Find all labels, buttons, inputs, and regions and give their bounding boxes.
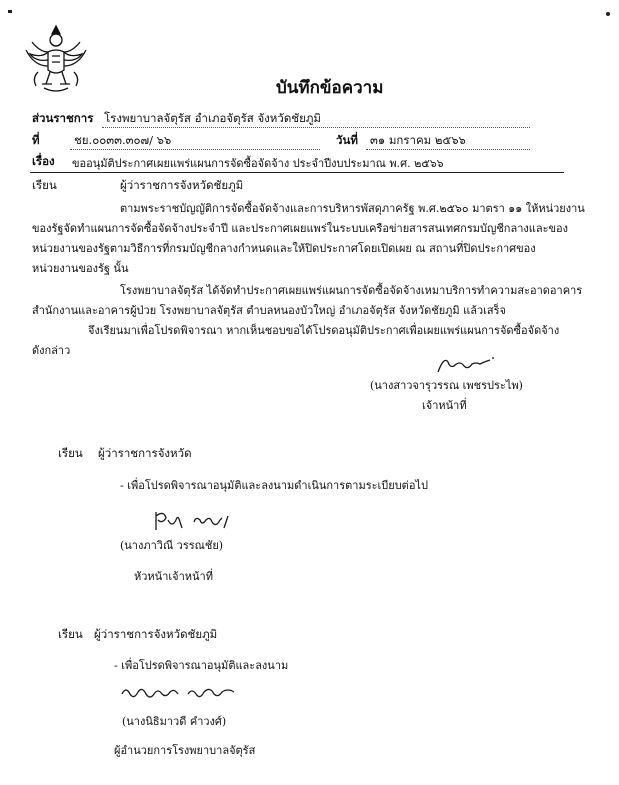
para3-line: จึงเรียนมาเพื่อโปรดพิจารณา หากเห็นชอบขอได้โปรดอนุมัติประกาศเพื่อเผยแพร่แผนการจัดซื้อจัดจ้าง [88,324,560,337]
endorsement1-signer-name: (นางภาวิณี วรรณชัย) [120,539,224,552]
endorsement1-to-value: ผู้ว่าราชการจังหวัด [98,446,192,460]
para1-line: หน่วยงานของรัฐตามวิธีการที่กรมบัญชีกลางกำหนดและให้ปิดประกาศโดยเปิดเผย ณ สถานที่ปิดประกาศของ [32,242,536,255]
date-dotline [366,149,530,150]
signer-name: (นางสาวจารุวรรณ เพชรประไพ) [370,379,523,392]
signature-mark [118,682,240,704]
agency-label: ส่วนราชการ [32,111,94,125]
endorsement2-note: - เพื่อโปรดพิจารณาอนุมัติและลงนาม [114,659,289,672]
endorsement1-note: - เพื่อโปรดพิจารณาอนุมัติและลงนามดำเนินการตามระเบียบต่อไป [120,479,428,492]
corner-mark [8,10,12,13]
date-value: ๓๑ มกราคม ๒๕๖๖ [370,133,466,147]
endorsement1-signer-position: หัวหน้าเจ้าหน้าที่ [134,570,213,583]
para1-line: ตามพระราชบัญญัติการจัดซื้อจัดจ้างและการบริหารพัสดุภาครัฐ พ.ศ.๒๕๖๐ มาตรา ๑๑ ให้หน่วยงาน [120,202,585,215]
signer-position: เจ้าหน้าที่ [422,399,467,412]
endorsement2-signer-position: ผู้อำนวยการโรงพยาบาลจัตุรัส [114,744,256,757]
endorsement2-signer-name: (นางนิธิมาวดี คำวงศ์) [122,715,227,728]
para2-line: สำนักงานและอาคารผู้ป่วย โรงพยาบาลจัตุรัส ตำบลหนองบัวใหญ่ อำเภอจัตุรัส จังหวัดชัยภูมิ แล้วเสร็จ [32,304,506,317]
ref-label: ที่ [32,133,40,147]
endorsement2-to-value: ผู้ว่าราชการจังหวัดชัยภูมิ [94,627,218,641]
para1-line: ของรัฐจัดทำแผนการจัดซื้อจัดจ้างประจำปี และประกาศเผยแพร่ในระบบเครือข่ายสารสนเทศกรมบัญชีกลางและของ [32,222,568,235]
agency-value: โรงพยาบาลจัตุรัส อำเภอจัตุรัส จังหวัดชัยภูมิ [104,111,322,125]
salutation-label: เรียน [32,178,57,192]
salutation-value: ผู้ว่าราชการจังหวัดชัยภูมิ [120,178,244,192]
signature-mark [428,352,498,378]
subject-label: เรื่อง [32,154,55,168]
para1-line: หน่วยงานของรัฐ นั้น [32,262,129,275]
subject-underline [30,172,564,173]
agency-dotline [102,127,530,128]
para3-line: ดังกล่าว [32,344,71,357]
corner-mark [606,12,610,16]
garuda-emblem-icon [22,22,90,98]
ref-dotline [70,149,320,150]
subject-value: ขออนุมัติประกาศเผยแพร่แผนการจัดซื้อจัดจ้าง ประจำปีงบประมาณ พ.ศ. ๒๕๖๖ [72,157,444,170]
page-title: บันทึกข้อความ [276,78,384,98]
signature-mark [150,508,242,534]
endorsement2-to-label: เรียน [58,627,83,641]
date-label: วันที่ [336,133,358,147]
para2-line: โรงพยาบาลจัตุรัส ได้จัดทำประกาศเผยแพร่แผนการจัดซื้อจัดจ้างเหมาบริการทำความสะอาดอาคาร [120,284,583,297]
ref-value: ชย.๐๐๓๓.๓๐๗/ ๖๖ [74,133,172,147]
endorsement1-to-label: เรียน [58,446,83,460]
